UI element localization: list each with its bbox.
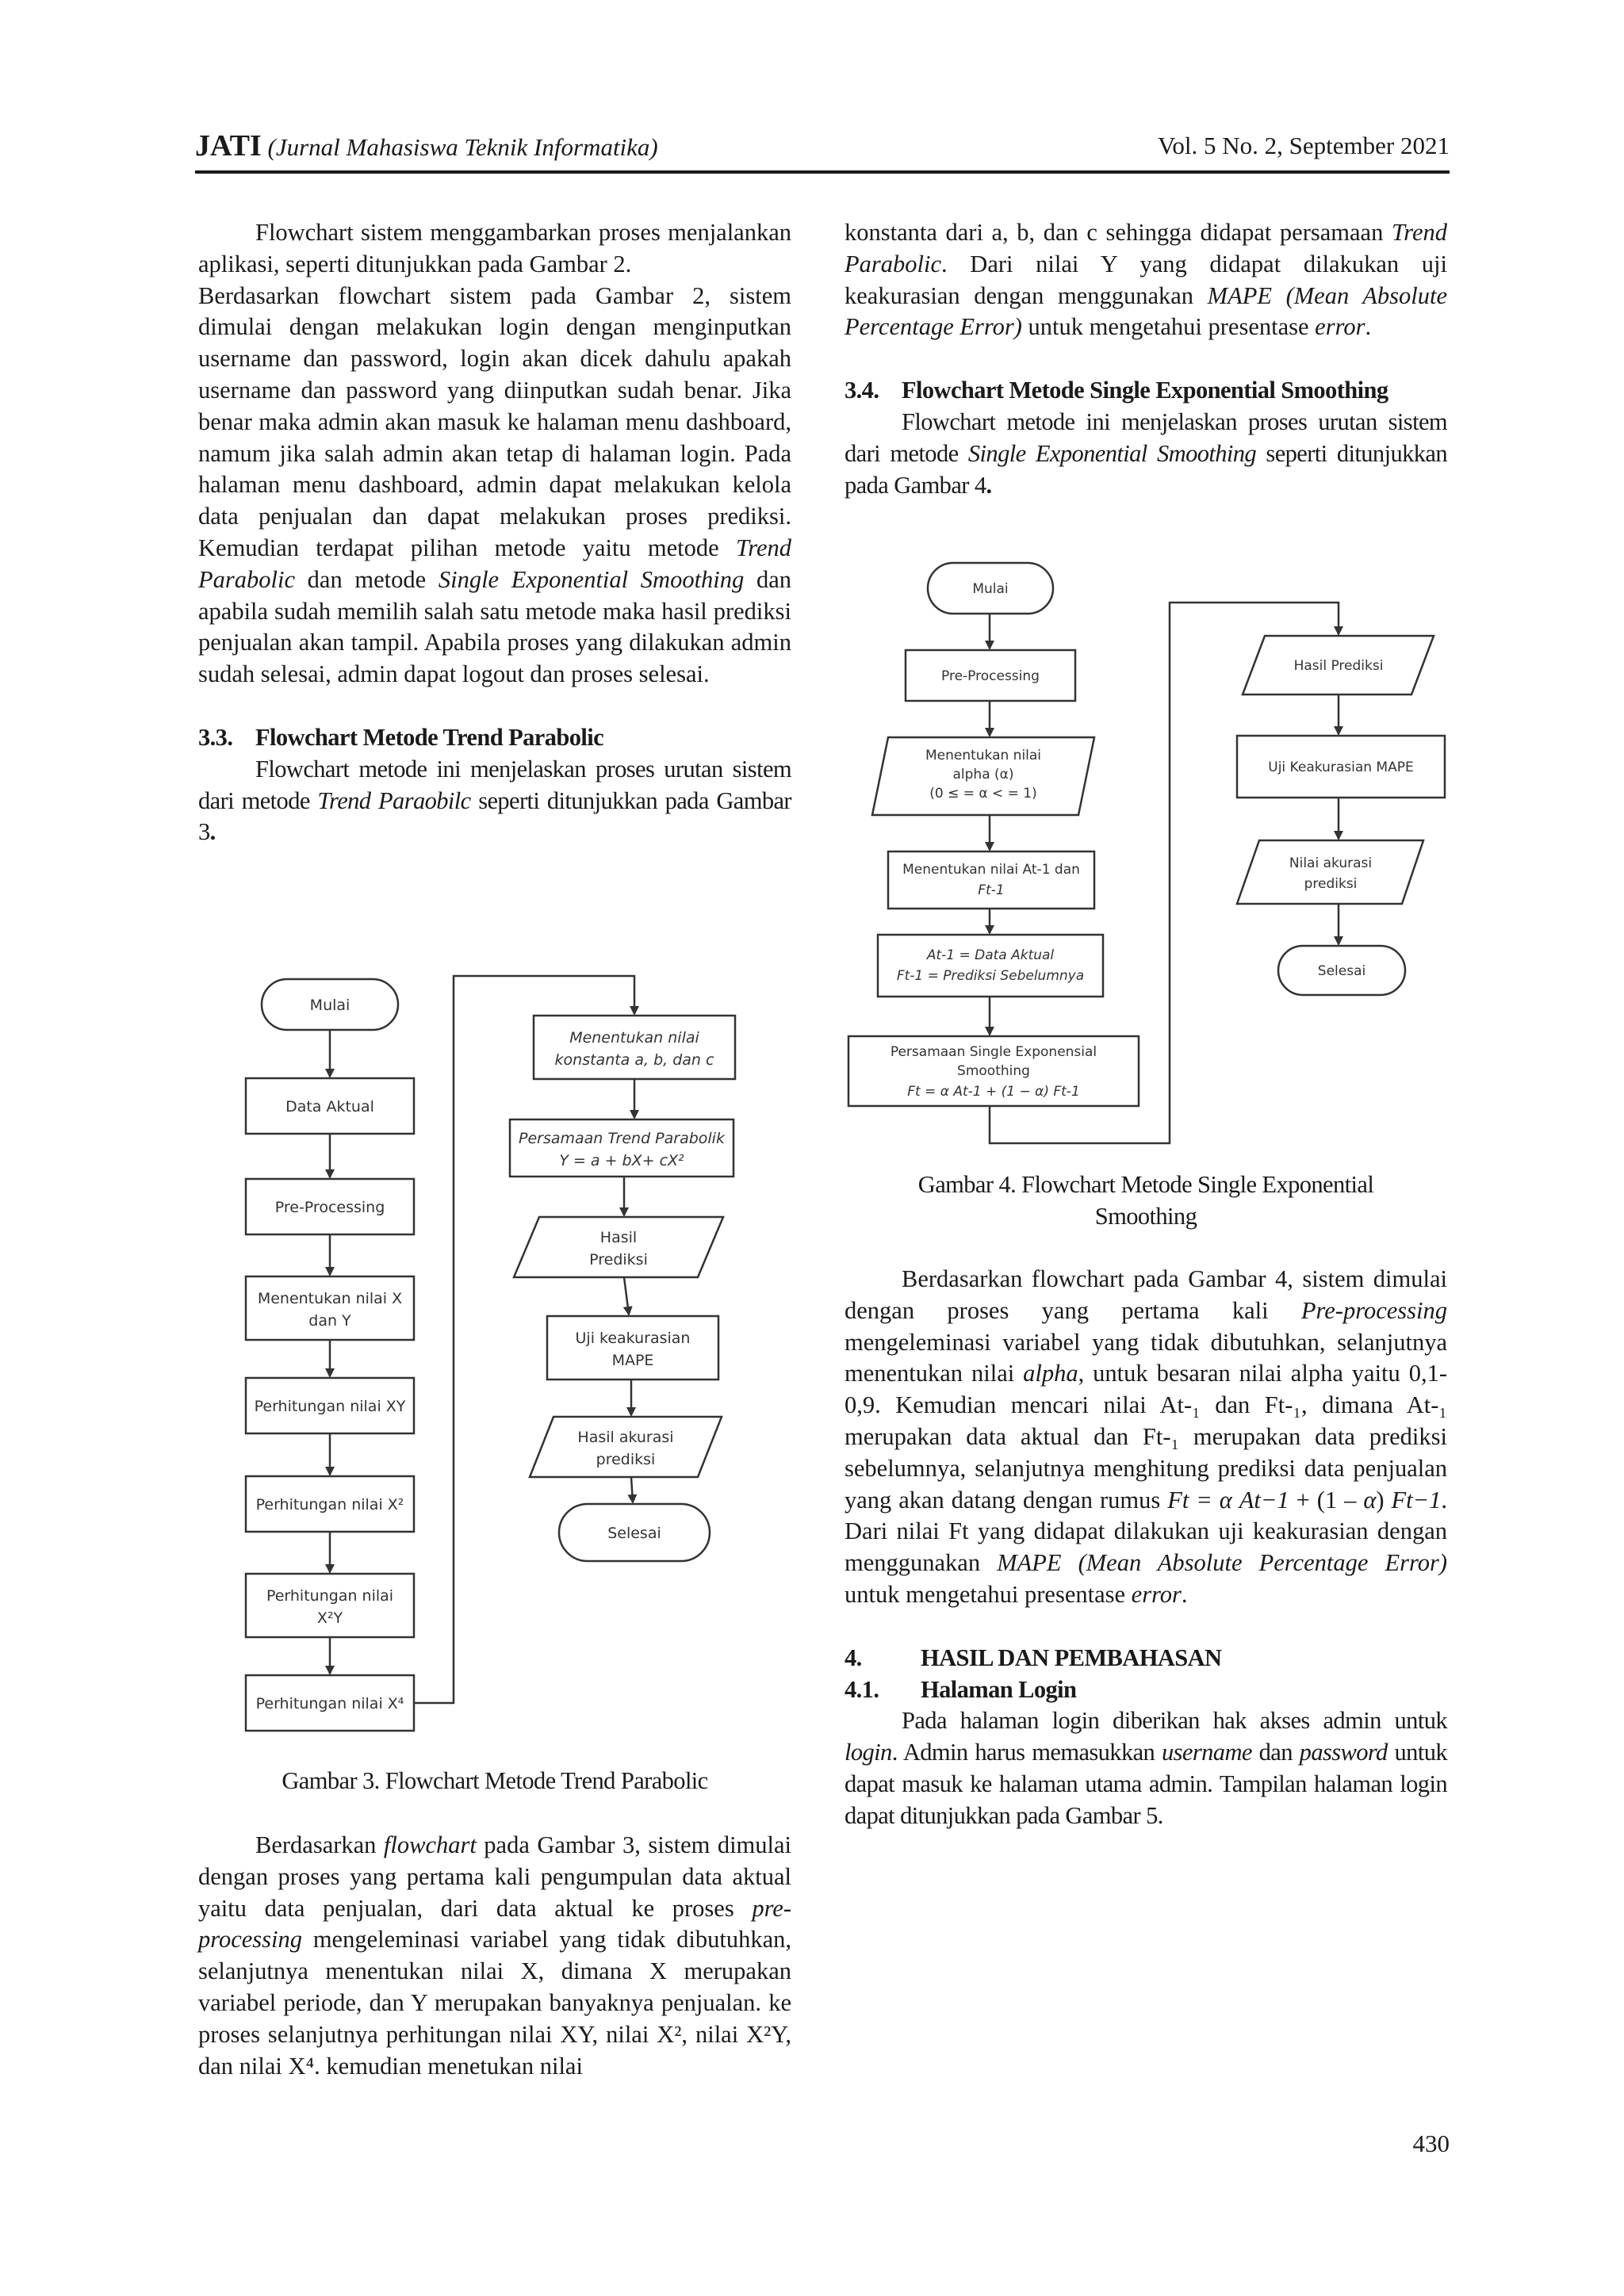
svg-text:At-1 = Data Aktual: At-1 = Data Aktual [926,947,1055,963]
paragraph: konstanta dari a, b, dan c sehingga didapat persamaan Trend Parabolic. Dari nilai Y yang didapat dilakukan uji keakurasian dengan menggunakan MAPE (Mean Absolute Percentage Error) untuk mengetahui presentase error. [845,219,1447,341]
figure-4-flowchart [841,555,1451,1150]
svg-text:prediksi: prediksi [1304,876,1358,892]
section-heading: 4. HASIL DAN PEMBAHASAN [845,1644,1222,1671]
volume-info: Vol. 5 No. 2, September 2021 [1158,132,1450,159]
paragraph: Flowchart sistem menggambarkan proses menjalankan aplikasi, seperti ditunjukkan pada Gambar 2. [198,219,791,277]
paragraph: Berdasarkan flowchart pada Gambar 4, sistem dimulai dengan proses yang pertama kali Pre-processing mengeleminasi variabel yang tidak dibutuhkan, selanjutnya menentukan nilai alpha, untuk besaran nilai alpha yaitu 0,1-0,9. Kemudian mencari nilai At-₁ dan Ft-₁, dimana At-₁ merupakan data aktual dan Ft-₁ merupakan data prediksi sebelumnya, selanjutnya menghitung prediksi data penjualan yang akan datang dengan rumus Ft = α At−1 + (1 – α) Ft−1. Dari nilai Ft yang didapat dilakukan uji keakurasian dengan menggunakan MAPE (Mean Absolute Percentage Error) untuk mengetahui presentase error. [845,1265,1447,1608]
svg-text:Data Aktual: Data Aktual [285,1098,374,1115]
paragraph: Flowchart metode ini menjelaskan proses urutan sistem dari metode Trend Paraobilc seperti ditunjukkan pada Gambar 3. [198,755,791,846]
svg-text:konstanta a, b, dan c: konstanta a, b, dan c [554,1051,714,1069]
fc4-atft [888,851,1094,909]
right-column-bottom [845,1264,1447,1832]
svg-text:Ft-1 = Prediksi Sebelumnya: Ft-1 = Prediksi Sebelumnya [896,968,1085,984]
svg-text:Perhitungan nilai X⁴: Perhitungan nilai X⁴ [255,1695,404,1712]
subsection-heading: 4.1. Halaman Login [845,1675,1077,1703]
fc3-tentukan-xy [246,1276,414,1340]
svg-text:Hasil Prediksi: Hasil Prediksi [1293,658,1384,674]
svg-text:Hasil akurasi: Hasil akurasi [577,1429,674,1446]
right-column-top [845,217,1447,501]
svg-text:Prediksi: Prediksi [589,1251,648,1269]
svg-text:Menentukan nilai: Menentukan nilai [569,1029,699,1047]
figure-4-caption: Gambar 4. Flowchart Metode Single Exponential Smoothing [917,1171,1374,1230]
fc3-hit-x2y [246,1574,414,1637]
left-column-top [198,217,791,848]
svg-text:MAPE: MAPE [611,1352,654,1369]
fc3-konstanta [534,1016,735,1079]
svg-text:Pre-Processing: Pre-Processing [274,1199,385,1216]
figure-3-caption: Gambar 3. Flowchart Metode Trend Parabolic [282,1767,708,1794]
svg-text:Y = a + bX+ cX²: Y = a + bX+ cX² [559,1152,684,1169]
svg-text:Perhitungan nilai X²: Perhitungan nilai X² [255,1496,404,1513]
paragraph: Berdasarkan flowchart sistem pada Gambar 2, sistem dimulai dengan melakukan login dengan menginputkan username dan password, login akan dicek dahulu apakah username dan password yang diinputkan sudah benar. Jika benar maka admin akan masuk ke halaman menu dashboard, namum jika salah admin akan tetap di halaman login. Pada halaman menu dashboard, admin dapat melakukan kelola data penjualan dan dapat melakukan proses prediksi. Kemudian terdapat pilihan metode yaitu metode Trend Parabolic dan metode Single Exponential Smoothing dan apabila sudah memilih salah satu metode maka hasil prediksi penjualan akan tampil. Apabila proses yang dilakukan admin sudah selesai, admin dapat logout dan proses selesai. [198,281,791,688]
journal-title: JATI (Jurnal Mahasiswa Teknik Informatika) [195,129,658,163]
svg-text:Uji keakurasian: Uji keakurasian [575,1330,691,1347]
svg-text:Hasil: Hasil [599,1229,638,1246]
svg-text:X²Y: X²Y [316,1609,343,1627]
svg-text:Mulai: Mulai [972,581,1009,597]
svg-text:Menentukan nilai At-1 dan: Menentukan nilai At-1 dan [902,862,1080,878]
left-column-bottom [198,1830,791,2082]
svg-text:(0 ≤ = α < = 1): (0 ≤ = α < = 1) [929,786,1037,802]
svg-text:Smoothing: Smoothing [957,1063,1030,1079]
svg-text:Menentukan nilai X: Menentukan nilai X [257,1290,403,1307]
fc3-uji [547,1316,718,1380]
section-heading: 3.4. Flowchart Metode Single Exponential Smoothing [845,377,1388,404]
header-rule [195,170,1450,174]
fc4-nilai-akurasi [1237,840,1423,904]
svg-text:Uji Keakurasian MAPE: Uji Keakurasian MAPE [1268,760,1414,775]
svg-text:Persamaan Trend Parabolik: Persamaan Trend Parabolik [519,1130,725,1147]
paragraph: Pada halaman login diberikan hak akses admin untuk login. Admin harus memasukkan username dan password untuk dapat masuk ke halaman utama admin. Tampilan halaman login dapat ditunjukkan pada Gambar 5. [845,1707,1447,1829]
svg-text:Mulai: Mulai [309,997,350,1014]
svg-text:Ft-1: Ft-1 [978,882,1005,898]
svg-text:Pre-Processing: Pre-Processing [941,668,1040,684]
svg-text:Ft = α At-1 + (1 − α) Ft-1: Ft = α At-1 + (1 − α) Ft-1 [907,1084,1080,1100]
section-heading: 3.3. Flowchart Metode Trend Parabolic [198,723,604,751]
svg-text:prediksi: prediksi [596,1451,656,1468]
page-number: 430 [1412,2130,1450,2157]
svg-text:Persamaan Single Exponensial: Persamaan Single Exponensial [890,1044,1097,1060]
svg-text:Selesai: Selesai [607,1525,661,1542]
svg-text:alpha (α): alpha (α) [952,767,1014,783]
fc4-definisi [878,935,1103,997]
svg-text:Menentukan nilai: Menentukan nilai [925,748,1042,763]
paragraph: Berdasarkan flowchart pada Gambar 3, sistem dimulai dengan proses yang pertama kali pengumpulan data aktual yaitu data penjualan, dari data aktual ke proses pre-processing mengeleminasi variabel yang tidak dibutuhkan, selanjutnya menentukan nilai X, dimana X merupakan variabel periode, dan Y merupakan banyaknya penjualan. ke proses selanjutnya perhitungan nilai XY, nilai X², nilai X²Y, dan nilai X⁴. kemudian menetukan nilai [198,1831,791,2080]
svg-text:Selesai: Selesai [1317,963,1366,979]
svg-text:dan Y: dan Y [308,1312,351,1330]
paragraph: Flowchart metode ini menjelaskan proses urutan sistem dari metode Single Exponential Smoothing seperti ditunjukkan pada Gambar 4. [845,408,1447,499]
svg-text:Perhitungan nilai XY: Perhitungan nilai XY [254,1398,406,1415]
running-header [195,128,1450,165]
svg-text:Nilai akurasi: Nilai akurasi [1289,855,1373,871]
svg-text:Perhitungan nilai: Perhitungan nilai [266,1587,394,1605]
figure-3-flowchart [238,971,745,1740]
